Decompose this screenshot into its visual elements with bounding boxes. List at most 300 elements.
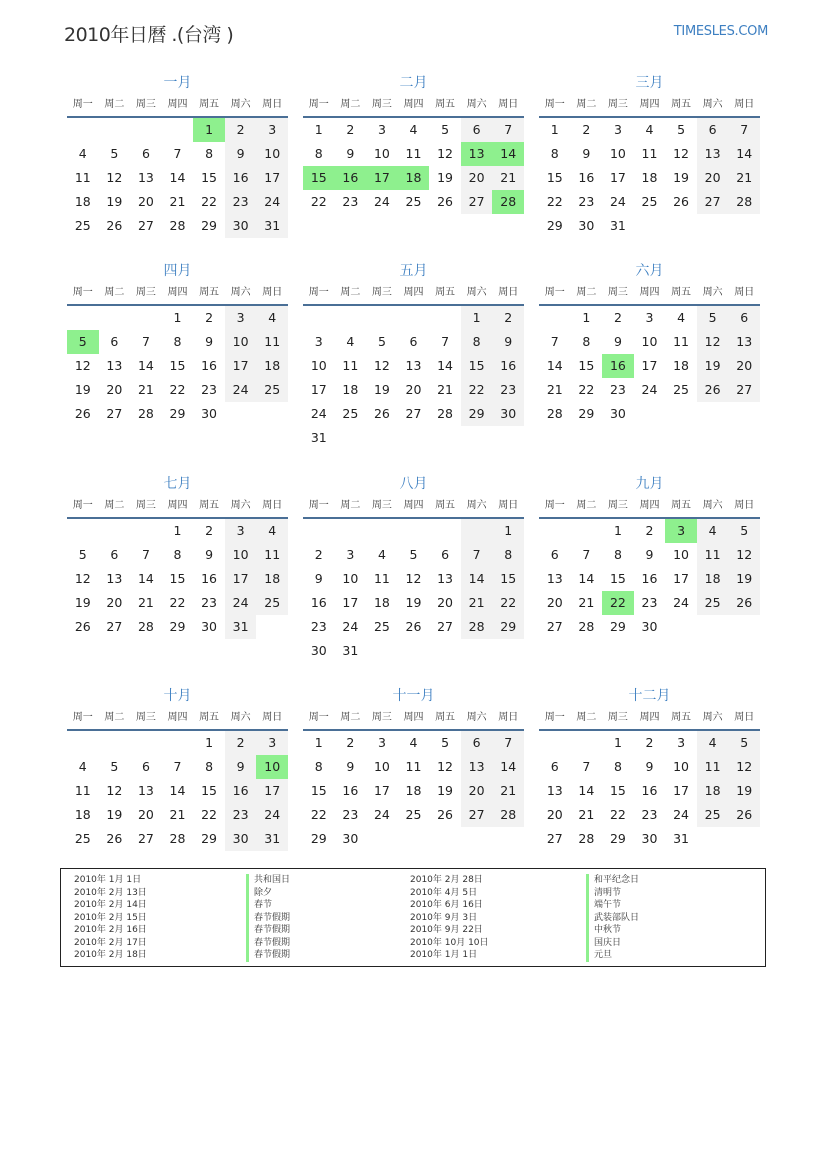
day-cell[interactable]: 6	[110, 334, 119, 349]
day-cell[interactable]: 18	[405, 783, 422, 798]
day-cell[interactable]: 2	[346, 122, 355, 137]
day-cell[interactable]: 30	[310, 643, 327, 658]
day-cell[interactable]: 23	[342, 807, 359, 822]
day-cell[interactable]: 1	[205, 735, 214, 750]
day-cell[interactable]: 25	[641, 194, 658, 209]
day-cell[interactable]: 17	[673, 783, 690, 798]
day-cell[interactable]: 4	[409, 735, 418, 750]
day-cell[interactable]: 21	[137, 382, 154, 397]
day-cell[interactable]: 5	[441, 122, 450, 137]
day-cell[interactable]: 25	[405, 807, 422, 822]
day-cell[interactable]: 11	[373, 571, 390, 586]
day-cell[interactable]: 6	[110, 547, 119, 562]
day-cell[interactable]: 17	[641, 358, 658, 373]
day-cell[interactable]: 7	[550, 334, 559, 349]
day-cell[interactable]: 28	[137, 619, 154, 634]
day-cell[interactable]: 17	[673, 571, 690, 586]
day-cell[interactable]: 8	[205, 759, 214, 774]
day-cell[interactable]: 1	[461, 306, 493, 330]
day-cell[interactable]: 19	[74, 382, 91, 397]
day-cell[interactable]: 17	[225, 567, 257, 591]
day-cell[interactable]: 29	[169, 406, 186, 421]
day-cell[interactable]: 13	[437, 571, 454, 586]
day-cell[interactable]: 9	[645, 759, 654, 774]
day-cell[interactable]: 4	[645, 122, 654, 137]
day-cell[interactable]: 23	[641, 807, 658, 822]
day-cell[interactable]: 29	[609, 619, 626, 634]
day-cell[interactable]: 10	[342, 571, 359, 586]
day-cell[interactable]: 27	[728, 378, 760, 402]
day-cell[interactable]: 14	[461, 567, 493, 591]
day-cell[interactable]: 23	[641, 595, 658, 610]
day-cell[interactable]: 25	[342, 406, 359, 421]
day-cell[interactable]: 25	[373, 619, 390, 634]
day-cell[interactable]: 2	[205, 310, 214, 325]
day-cell[interactable]: 16	[641, 571, 658, 586]
day-cell[interactable]: 12	[437, 146, 454, 161]
day-cell[interactable]: 28	[461, 615, 493, 639]
day-cell[interactable]: 10	[256, 755, 288, 779]
day-cell[interactable]: 1	[613, 523, 622, 538]
day-cell[interactable]: 17	[342, 595, 359, 610]
day-cell[interactable]: 8	[205, 146, 214, 161]
day-cell[interactable]: 11	[641, 146, 658, 161]
day-cell[interactable]: 7	[173, 146, 182, 161]
day-cell[interactable]: 5	[728, 731, 760, 755]
day-cell[interactable]: 21	[546, 382, 563, 397]
day-cell[interactable]: 24	[609, 194, 626, 209]
day-cell[interactable]: 11	[256, 543, 288, 567]
day-cell[interactable]: 5	[110, 759, 119, 774]
day-cell[interactable]: 3	[225, 519, 257, 543]
day-cell[interactable]: 15	[169, 358, 186, 373]
day-cell[interactable]: 12	[106, 783, 123, 798]
day-cell[interactable]: 22	[461, 378, 493, 402]
day-cell[interactable]: 8	[461, 330, 493, 354]
day-cell[interactable]: 1	[314, 122, 323, 137]
day-cell[interactable]: 26	[405, 619, 422, 634]
day-cell[interactable]: 15	[609, 571, 626, 586]
day-cell[interactable]: 11	[405, 146, 422, 161]
day-cell[interactable]: 23	[225, 190, 257, 214]
day-cell[interactable]: 1	[550, 122, 559, 137]
day-cell[interactable]: 7	[492, 118, 524, 142]
day-cell[interactable]: 25	[74, 831, 91, 846]
day-cell[interactable]: 20	[137, 807, 154, 822]
day-cell[interactable]: 31	[256, 827, 288, 851]
day-cell[interactable]: 7	[492, 731, 524, 755]
day-cell[interactable]: 28	[492, 190, 524, 214]
day-cell[interactable]: 16	[641, 783, 658, 798]
day-cell[interactable]: 27	[461, 803, 493, 827]
day-cell[interactable]: 12	[437, 759, 454, 774]
day-cell[interactable]: 21	[492, 779, 524, 803]
day-cell[interactable]: 24	[342, 619, 359, 634]
day-cell[interactable]: 22	[201, 194, 218, 209]
day-cell[interactable]: 18	[398, 166, 430, 190]
day-cell[interactable]: 12	[673, 146, 690, 161]
day-cell[interactable]: 27	[405, 406, 422, 421]
day-cell[interactable]: 17	[366, 166, 398, 190]
day-cell[interactable]: 27	[137, 218, 154, 233]
day-cell[interactable]: 25	[256, 378, 288, 402]
day-cell[interactable]: 18	[74, 807, 91, 822]
day-cell[interactable]: 19	[405, 595, 422, 610]
day-cell[interactable]: 3	[256, 731, 288, 755]
day-cell[interactable]: 15	[546, 170, 563, 185]
day-cell[interactable]: 7	[461, 543, 493, 567]
day-cell[interactable]: 1	[193, 118, 225, 142]
day-cell[interactable]: 10	[373, 146, 390, 161]
day-cell[interactable]: 21	[492, 166, 524, 190]
day-cell[interactable]: 14	[578, 571, 595, 586]
day-cell[interactable]: 5	[441, 735, 450, 750]
day-cell[interactable]: 16	[335, 166, 367, 190]
day-cell[interactable]: 25	[697, 803, 729, 827]
day-cell[interactable]: 1	[492, 519, 524, 543]
day-cell[interactable]: 4	[409, 122, 418, 137]
day-cell[interactable]: 3	[645, 310, 654, 325]
day-cell[interactable]: 3	[225, 306, 257, 330]
day-cell[interactable]: 18	[673, 358, 690, 373]
day-cell[interactable]: 10	[225, 543, 257, 567]
day-cell[interactable]: 16	[310, 595, 327, 610]
day-cell[interactable]: 2	[205, 523, 214, 538]
day-cell[interactable]: 19	[106, 194, 123, 209]
day-cell[interactable]: 28	[169, 218, 186, 233]
day-cell[interactable]: 18	[342, 382, 359, 397]
day-cell[interactable]: 18	[373, 595, 390, 610]
day-cell[interactable]: 15	[461, 354, 493, 378]
day-cell[interactable]: 18	[256, 567, 288, 591]
day-cell[interactable]: 25	[673, 382, 690, 397]
day-cell[interactable]: 8	[314, 759, 323, 774]
day-cell[interactable]: 17	[310, 382, 327, 397]
day-cell[interactable]: 12	[106, 170, 123, 185]
day-cell[interactable]: 5	[67, 330, 99, 354]
day-cell[interactable]: 10	[373, 759, 390, 774]
day-cell[interactable]: 12	[373, 358, 390, 373]
day-cell[interactable]: 30	[578, 218, 595, 233]
day-cell[interactable]: 3	[256, 118, 288, 142]
day-cell[interactable]: 5	[377, 334, 386, 349]
day-cell[interactable]: 18	[697, 567, 729, 591]
day-cell[interactable]: 16	[578, 170, 595, 185]
day-cell[interactable]: 9	[225, 755, 257, 779]
day-cell[interactable]: 28	[169, 831, 186, 846]
day-cell[interactable]: 17	[373, 783, 390, 798]
day-cell[interactable]: 30	[492, 402, 524, 426]
day-cell[interactable]: 29	[201, 218, 218, 233]
day-cell[interactable]: 26	[74, 406, 91, 421]
day-cell[interactable]: 13	[728, 330, 760, 354]
day-cell[interactable]: 17	[256, 779, 288, 803]
day-cell[interactable]: 3	[377, 122, 386, 137]
day-cell[interactable]: 29	[310, 831, 327, 846]
day-cell[interactable]: 10	[310, 358, 327, 373]
day-cell[interactable]: 12	[74, 571, 91, 586]
day-cell[interactable]: 9	[314, 571, 323, 586]
day-cell[interactable]: 23	[225, 803, 257, 827]
day-cell[interactable]: 20	[106, 382, 123, 397]
day-cell[interactable]: 30	[342, 831, 359, 846]
day-cell[interactable]: 15	[201, 170, 218, 185]
day-cell[interactable]: 19	[728, 567, 760, 591]
day-cell[interactable]: 31	[673, 831, 690, 846]
day-cell[interactable]: 4	[256, 519, 288, 543]
day-cell[interactable]: 9	[645, 547, 654, 562]
day-cell[interactable]: 22	[546, 194, 563, 209]
day-cell[interactable]: 2	[645, 735, 654, 750]
day-cell[interactable]: 20	[437, 595, 454, 610]
day-cell[interactable]: 24	[225, 378, 257, 402]
day-cell[interactable]: 29	[546, 218, 563, 233]
day-cell[interactable]: 24	[256, 803, 288, 827]
day-cell[interactable]: 13	[546, 783, 563, 798]
day-cell[interactable]: 24	[641, 382, 658, 397]
day-cell[interactable]: 28	[546, 406, 563, 421]
day-cell[interactable]: 24	[225, 591, 257, 615]
day-cell[interactable]: 22	[169, 382, 186, 397]
day-cell[interactable]: 12	[405, 571, 422, 586]
day-cell[interactable]: 13	[137, 170, 154, 185]
day-cell[interactable]: 6	[550, 547, 559, 562]
day-cell[interactable]: 30	[609, 406, 626, 421]
day-cell[interactable]: 7	[173, 759, 182, 774]
day-cell[interactable]: 19	[437, 783, 454, 798]
day-cell[interactable]: 9	[492, 330, 524, 354]
day-cell[interactable]: 9	[582, 146, 591, 161]
day-cell[interactable]: 9	[205, 547, 214, 562]
day-cell[interactable]: 11	[697, 543, 729, 567]
day-cell[interactable]: 10	[673, 547, 690, 562]
day-cell[interactable]: 14	[492, 142, 524, 166]
day-cell[interactable]: 31	[310, 430, 327, 445]
day-cell[interactable]: 21	[437, 382, 454, 397]
day-cell[interactable]: 31	[342, 643, 359, 658]
day-cell[interactable]: 15	[201, 783, 218, 798]
day-cell[interactable]: 4	[78, 146, 87, 161]
day-cell[interactable]: 24	[673, 595, 690, 610]
day-cell[interactable]: 25	[74, 218, 91, 233]
day-cell[interactable]: 27	[137, 831, 154, 846]
day-cell[interactable]: 3	[665, 519, 697, 543]
day-cell[interactable]: 13	[461, 755, 493, 779]
day-cell[interactable]: 21	[169, 194, 186, 209]
day-cell[interactable]: 24	[256, 190, 288, 214]
day-cell[interactable]: 28	[728, 190, 760, 214]
day-cell[interactable]: 21	[137, 595, 154, 610]
day-cell[interactable]: 8	[173, 334, 182, 349]
day-cell[interactable]: 27	[106, 406, 123, 421]
day-cell[interactable]: 23	[310, 619, 327, 634]
day-cell[interactable]: 9	[205, 334, 214, 349]
day-cell[interactable]: 11	[74, 170, 91, 185]
day-cell[interactable]: 1	[173, 523, 182, 538]
day-cell[interactable]: 19	[673, 170, 690, 185]
day-cell[interactable]: 7	[582, 759, 591, 774]
day-cell[interactable]: 9	[346, 146, 355, 161]
day-cell[interactable]: 6	[441, 547, 450, 562]
day-cell[interactable]: 2	[225, 118, 257, 142]
day-cell[interactable]: 18	[641, 170, 658, 185]
day-cell[interactable]: 6	[697, 118, 729, 142]
day-cell[interactable]: 11	[697, 755, 729, 779]
day-cell[interactable]: 16	[225, 779, 257, 803]
day-cell[interactable]: 3	[677, 735, 686, 750]
day-cell[interactable]: 19	[74, 595, 91, 610]
day-cell[interactable]: 5	[697, 306, 729, 330]
day-cell[interactable]: 26	[673, 194, 690, 209]
day-cell[interactable]: 26	[437, 807, 454, 822]
day-cell[interactable]: 18	[697, 779, 729, 803]
day-cell[interactable]: 28	[492, 803, 524, 827]
day-cell[interactable]: 11	[342, 358, 359, 373]
day-cell[interactable]: 25	[697, 591, 729, 615]
day-cell[interactable]: 10	[256, 142, 288, 166]
day-cell[interactable]: 29	[201, 831, 218, 846]
day-cell[interactable]: 27	[437, 619, 454, 634]
day-cell[interactable]: 21	[578, 595, 595, 610]
day-cell[interactable]: 26	[106, 831, 123, 846]
day-cell[interactable]: 7	[582, 547, 591, 562]
day-cell[interactable]: 19	[373, 382, 390, 397]
day-cell[interactable]: 30	[641, 619, 658, 634]
day-cell[interactable]: 22	[310, 807, 327, 822]
day-cell[interactable]: 17	[256, 166, 288, 190]
day-cell[interactable]: 11	[74, 783, 91, 798]
day-cell[interactable]: 26	[106, 218, 123, 233]
day-cell[interactable]: 7	[441, 334, 450, 349]
day-cell[interactable]: 12	[728, 543, 760, 567]
day-cell[interactable]: 27	[697, 190, 729, 214]
site-link[interactable]: TIMESLES.COM	[673, 24, 768, 39]
day-cell[interactable]: 4	[346, 334, 355, 349]
day-cell[interactable]: 28	[578, 831, 595, 846]
day-cell[interactable]: 26	[74, 619, 91, 634]
day-cell[interactable]: 2	[314, 547, 323, 562]
day-cell[interactable]: 4	[697, 519, 729, 543]
day-cell[interactable]: 19	[728, 779, 760, 803]
day-cell[interactable]: 4	[697, 731, 729, 755]
day-cell[interactable]: 10	[673, 759, 690, 774]
day-cell[interactable]: 26	[697, 378, 729, 402]
day-cell[interactable]: 6	[461, 731, 493, 755]
day-cell[interactable]: 14	[728, 142, 760, 166]
day-cell[interactable]: 22	[609, 807, 626, 822]
day-cell[interactable]: 13	[106, 571, 123, 586]
day-cell[interactable]: 24	[373, 807, 390, 822]
day-cell[interactable]: 25	[256, 591, 288, 615]
day-cell[interactable]: 3	[314, 334, 323, 349]
day-cell[interactable]: 7	[141, 334, 150, 349]
day-cell[interactable]: 16	[201, 571, 218, 586]
day-cell[interactable]: 23	[201, 595, 218, 610]
day-cell[interactable]: 5	[677, 122, 686, 137]
day-cell[interactable]: 6	[728, 306, 760, 330]
day-cell[interactable]: 5	[728, 519, 760, 543]
day-cell[interactable]: 21	[461, 591, 493, 615]
day-cell[interactable]: 20	[461, 779, 493, 803]
day-cell[interactable]: 12	[728, 755, 760, 779]
day-cell[interactable]: 8	[550, 146, 559, 161]
day-cell[interactable]: 29	[492, 615, 524, 639]
day-cell[interactable]: 10	[609, 146, 626, 161]
day-cell[interactable]: 2	[613, 310, 622, 325]
day-cell[interactable]: 31	[609, 218, 626, 233]
day-cell[interactable]: 30	[201, 406, 218, 421]
day-cell[interactable]: 19	[437, 170, 454, 185]
day-cell[interactable]: 7	[141, 547, 150, 562]
day-cell[interactable]: 1	[613, 735, 622, 750]
day-cell[interactable]: 13	[461, 142, 493, 166]
day-cell[interactable]: 2	[346, 735, 355, 750]
day-cell[interactable]: 9	[225, 142, 257, 166]
day-cell[interactable]: 8	[613, 547, 622, 562]
day-cell[interactable]: 14	[169, 170, 186, 185]
day-cell[interactable]: 14	[437, 358, 454, 373]
day-cell[interactable]: 29	[461, 402, 493, 426]
day-cell[interactable]: 16	[492, 354, 524, 378]
day-cell[interactable]: 14	[492, 755, 524, 779]
day-cell[interactable]: 27	[461, 190, 493, 214]
day-cell[interactable]: 27	[546, 619, 563, 634]
day-cell[interactable]: 22	[169, 595, 186, 610]
day-cell[interactable]: 17	[225, 354, 257, 378]
day-cell[interactable]: 27	[546, 831, 563, 846]
day-cell[interactable]: 20	[461, 166, 493, 190]
day-cell[interactable]: 18	[256, 354, 288, 378]
day-cell[interactable]: 23	[578, 194, 595, 209]
day-cell[interactable]: 1	[173, 310, 182, 325]
day-cell[interactable]: 16	[201, 358, 218, 373]
day-cell[interactable]: 5	[78, 547, 87, 562]
day-cell[interactable]: 31	[256, 214, 288, 238]
day-cell[interactable]: 23	[201, 382, 218, 397]
day-cell[interactable]: 5	[409, 547, 418, 562]
day-cell[interactable]: 14	[137, 571, 154, 586]
day-cell[interactable]: 20	[697, 166, 729, 190]
day-cell[interactable]: 26	[728, 803, 760, 827]
day-cell[interactable]: 14	[546, 358, 563, 373]
day-cell[interactable]: 24	[673, 807, 690, 822]
day-cell[interactable]: 31	[225, 615, 257, 639]
day-cell[interactable]: 13	[137, 783, 154, 798]
day-cell[interactable]: 29	[169, 619, 186, 634]
day-cell[interactable]: 30	[225, 827, 257, 851]
day-cell[interactable]: 4	[256, 306, 288, 330]
day-cell[interactable]: 25	[405, 194, 422, 209]
day-cell[interactable]: 4	[78, 759, 87, 774]
day-cell[interactable]: 5	[110, 146, 119, 161]
day-cell[interactable]: 2	[645, 523, 654, 538]
day-cell[interactable]: 22	[201, 807, 218, 822]
day-cell[interactable]: 6	[461, 118, 493, 142]
day-cell[interactable]: 19	[106, 807, 123, 822]
day-cell[interactable]: 15	[303, 166, 335, 190]
day-cell[interactable]: 8	[492, 543, 524, 567]
day-cell[interactable]: 26	[728, 591, 760, 615]
day-cell[interactable]: 6	[141, 146, 150, 161]
day-cell[interactable]: 2	[492, 306, 524, 330]
day-cell[interactable]: 3	[346, 547, 355, 562]
day-cell[interactable]: 14	[137, 358, 154, 373]
day-cell[interactable]: 15	[310, 783, 327, 798]
day-cell[interactable]: 3	[377, 735, 386, 750]
day-cell[interactable]: 22	[310, 194, 327, 209]
day-cell[interactable]: 14	[578, 783, 595, 798]
day-cell[interactable]: 20	[728, 354, 760, 378]
